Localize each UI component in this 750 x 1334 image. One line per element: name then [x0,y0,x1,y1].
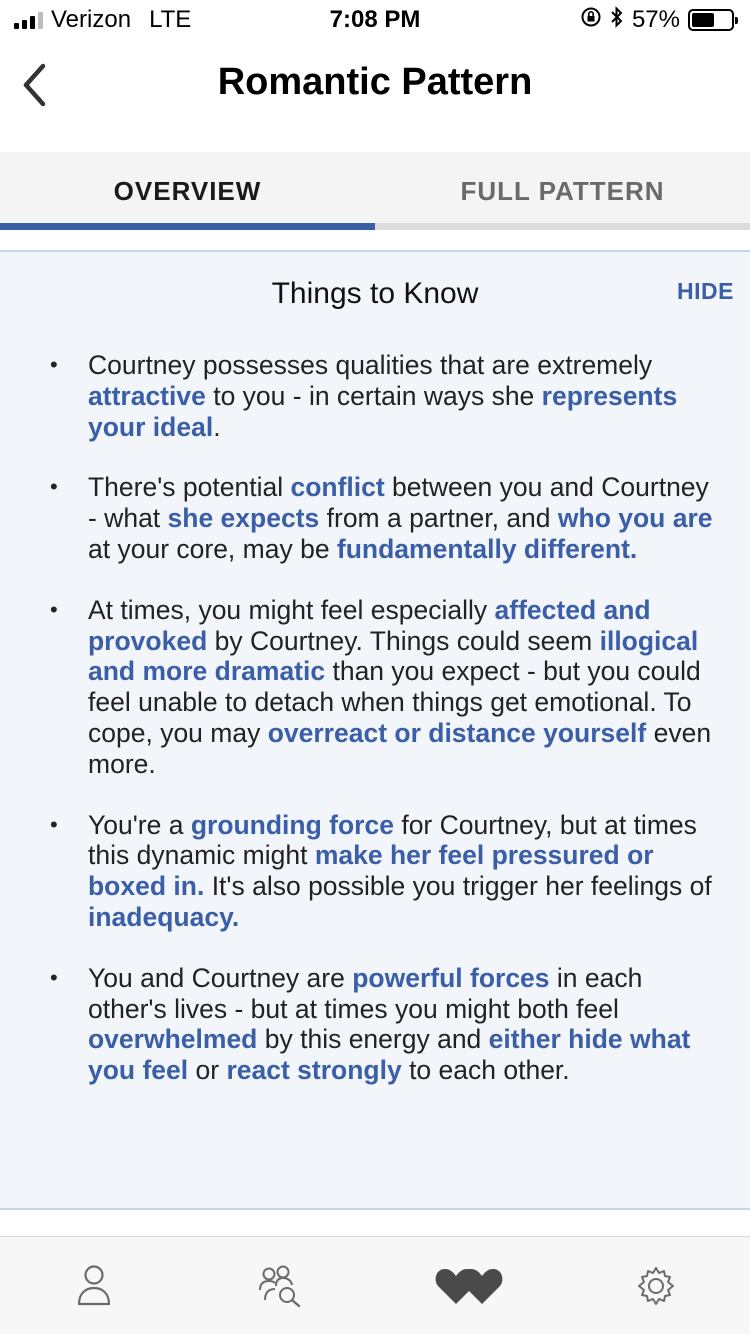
bullet-text: in each other's lives - but at times you might both feel [88,962,643,1024]
bullet-text: than you expect - but you could feel unable to detach when things get emotional. To cope, you may [88,656,701,748]
tab-indicator-active [0,223,375,230]
highlight-text: grounding force [190,809,394,840]
tab-full-pattern[interactable] [375,152,750,230]
tab-bar-top [0,152,750,230]
bullet-item [50,350,722,442]
tab-full-pattern-label: FULL PATTERN [460,175,665,206]
bullet-text: even more. [88,717,712,779]
bottom-tab-bar [0,1236,750,1334]
bullet-dot: • [50,964,58,990]
highlight-text: attractive [88,380,206,411]
battery-percent: 57% [631,6,680,33]
network-label: LTE [149,6,192,33]
hearts-icon [434,1266,504,1306]
hide-button[interactable]: HIDE [677,278,734,304]
page-title: Romantic Pattern [217,60,533,103]
tab-hearts[interactable] [375,1237,563,1334]
bluetooth-icon [610,6,624,35]
bullet-item [50,595,722,780]
highlight-text: affected and provoked [88,594,651,656]
bullet-dot: • [50,811,58,837]
highlight-text: who you are [557,503,713,534]
rotation-lock-icon [580,6,602,35]
highlight-text: illogical and more dramatic [88,625,699,687]
highlight-text: overwhelmed [88,1024,258,1055]
tab-people-search[interactable] [188,1237,376,1334]
highlight-text: inadequacy. [88,901,240,932]
bullet-text: to each other. [401,1055,570,1086]
tab-indicator-inactive [375,223,750,230]
bullet-text: for Courtney, but at times this dynamic might [88,809,697,871]
bullet-text: to you - in certain ways she [205,380,542,411]
highlight-text: react strongly [226,1055,402,1086]
highlight-text: make her feel pressured or boxed in. [88,840,654,902]
bullet-dot: • [50,352,58,377]
nav-header [0,40,750,152]
bullet-text: between you and Courtney - what [88,472,709,534]
highlight-text: either hide what you feel [88,1024,691,1086]
card-header [0,252,750,338]
highlight-text: represents your ideal [88,380,678,442]
status-left [14,6,191,34]
gear-icon [635,1265,677,1307]
bullet-item [50,963,722,1086]
carrier-label: Verizon [51,6,132,33]
bullet-text: It's also possible you trigger her feelings of [204,871,712,902]
battery-icon [688,9,734,31]
bullet-text: You're a [88,809,191,840]
tab-profile[interactable] [0,1237,188,1334]
signal-icon [14,11,43,29]
bullet-text: Courtney possesses qualities that are extremely [88,350,653,380]
tab-settings[interactable] [563,1237,750,1334]
card-title: Things to Know [271,277,479,310]
battery-fill [692,13,714,27]
back-button[interactable] [14,60,54,110]
bullet-text: at your core, may be [88,533,337,564]
bullet-text: At times, you might feel especially [88,594,495,625]
highlight-text: powerful forces [352,962,550,993]
profile-icon [76,1264,112,1308]
bullet-text: from a partner, and [319,503,558,534]
bullet-text: or [188,1055,227,1086]
tab-overview[interactable] [0,152,375,230]
status-bar [0,0,750,40]
status-time: 7:08 PM [329,6,421,33]
highlight-text: fundamentally different. [336,533,638,564]
chevron-left-icon [21,63,47,107]
bullet-list [0,338,750,1086]
people-search-icon [257,1264,305,1308]
bullet-dot: • [50,474,58,500]
highlight-text: she expects [167,503,320,534]
bullet-text: by this energy and [257,1024,489,1055]
bullet-item [50,810,722,933]
status-right [580,6,734,35]
highlight-text: conflict [290,472,385,503]
bullet-text: There's potential [88,472,291,503]
things-to-know-card [0,250,750,1210]
bullet-text: by Courtney. Things could seem [207,625,600,656]
highlight-text: overreact or distance yourself [267,717,647,748]
bullet-dot: • [50,596,58,622]
bullet-text: You and Courtney are [88,962,353,993]
bullet-item [50,472,722,564]
tab-overview-label: OVERVIEW [113,175,262,206]
bullet-text: . [213,411,221,442]
